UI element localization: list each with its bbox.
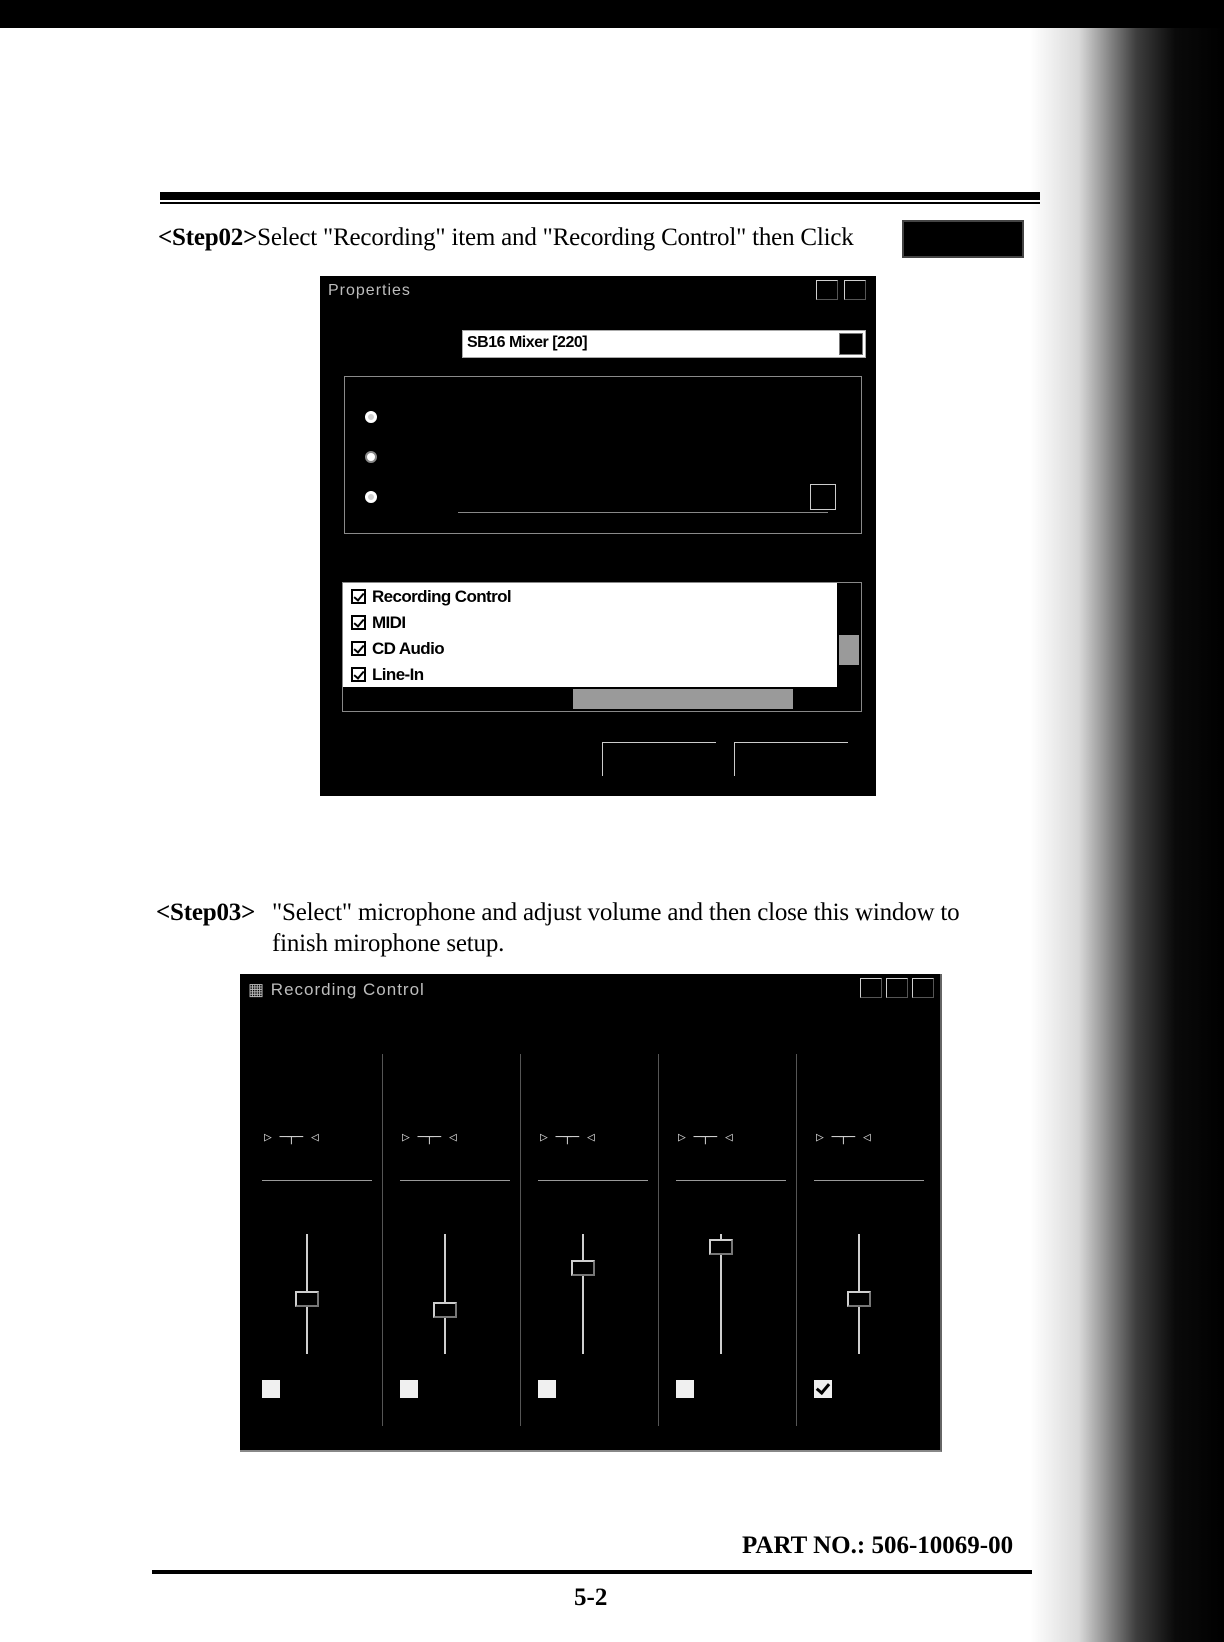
channel-separator [796,1054,797,1426]
list-item-label: Line-In [372,665,424,684]
channel-separator [658,1054,659,1426]
volume-controls-list [342,582,862,712]
help-button[interactable] [816,280,838,300]
horizontal-scrollbar[interactable] [343,687,861,711]
list-item[interactable] [351,587,511,611]
radio-other[interactable] [365,491,377,503]
select-checkbox[interactable] [538,1380,556,1398]
radio-recording[interactable] [365,451,377,463]
chevron-down-icon[interactable] [839,333,863,355]
dialog-title: Properties [328,282,411,299]
volume-slider-thumb[interactable] [433,1302,457,1318]
window-icon: ▦ [248,980,271,999]
select-checkbox[interactable] [814,1380,832,1398]
horizontal-scroll-thumb[interactable] [573,689,793,709]
checkbox-icon[interactable] [351,667,366,682]
balance-slider[interactable]: ▷ ─┬─ ◁ [264,1130,319,1145]
volume-slider-track[interactable] [444,1234,446,1354]
checkbox-icon[interactable] [351,641,366,656]
step02-text: Select "Recording" item and "Recording Control" then Click [257,224,854,251]
maximize-button[interactable] [886,978,908,998]
ok-button[interactable] [602,742,716,776]
list-item[interactable] [351,665,424,689]
volume-slider-thumb[interactable] [295,1291,319,1307]
select-checkbox[interactable] [400,1380,418,1398]
volume-slider-track[interactable] [582,1234,584,1354]
channel-divider [538,1180,648,1181]
vertical-scrollbar[interactable] [837,583,861,687]
other-combo-dropdown[interactable] [810,484,836,510]
recording-control-window [240,974,942,1452]
step03-line2: finish mirophone setup. [272,930,505,957]
list-item-label: MIDI [372,613,406,632]
list-item-label: Recording Control [372,587,512,606]
mixer-device-select[interactable] [462,330,866,358]
mixer-device-value: SB16 Mixer [220] [467,334,588,351]
page-number: 5-2 [574,1584,608,1611]
step03-paragraph [156,897,255,928]
volume-slider-thumb[interactable] [709,1239,733,1255]
scan-top-border [0,0,1224,28]
balance-slider[interactable]: ▷ ─┬─ ◁ [540,1130,595,1145]
vertical-scroll-thumb[interactable] [839,635,859,665]
step02-paragraph [158,222,854,253]
window-title-text: Recording Control [270,980,425,999]
other-combo-underline [458,512,828,513]
step03-label: <Step03> [156,899,256,926]
volume-slider-thumb[interactable] [847,1291,871,1307]
channel-separator [520,1054,521,1426]
select-checkbox[interactable] [676,1380,694,1398]
scan-binding-shadow [1030,28,1224,1642]
cancel-button[interactable] [734,742,848,776]
header-rule-thin [160,202,1040,204]
channel-divider [400,1180,510,1181]
list-item-label: CD Audio [372,639,444,658]
balance-slider[interactable]: ▷ ─┬─ ◁ [816,1130,871,1145]
balance-slider[interactable]: ▷ ─┬─ ◁ [678,1130,733,1145]
checkbox-icon[interactable] [351,615,366,630]
select-checkbox[interactable] [262,1380,280,1398]
window-title [248,980,425,1000]
close-button[interactable] [912,978,934,998]
step02-label: <Step02> [158,224,258,251]
footer-rule [152,1570,1032,1574]
channel-divider [814,1180,924,1181]
close-button[interactable] [844,280,866,300]
channel-divider [676,1180,786,1181]
channel-divider [262,1180,372,1181]
adjust-volume-group [344,376,862,534]
checkbox-icon[interactable] [351,589,366,604]
header-rule [160,192,1040,200]
part-number: PART NO.: 506-10069-00 [742,1532,1014,1559]
list-item[interactable] [351,613,405,637]
properties-dialog [320,276,876,796]
click-button-image [902,220,1024,258]
balance-slider[interactable]: ▷ ─┬─ ◁ [402,1130,457,1145]
step03-line1: "Select" microphone and adjust volume and then close this window to [272,899,960,926]
minimize-button[interactable] [860,978,882,998]
channel-separator [382,1054,383,1426]
radio-playback[interactable] [365,411,377,423]
volume-slider-thumb[interactable] [571,1260,595,1276]
list-item[interactable] [351,639,444,663]
